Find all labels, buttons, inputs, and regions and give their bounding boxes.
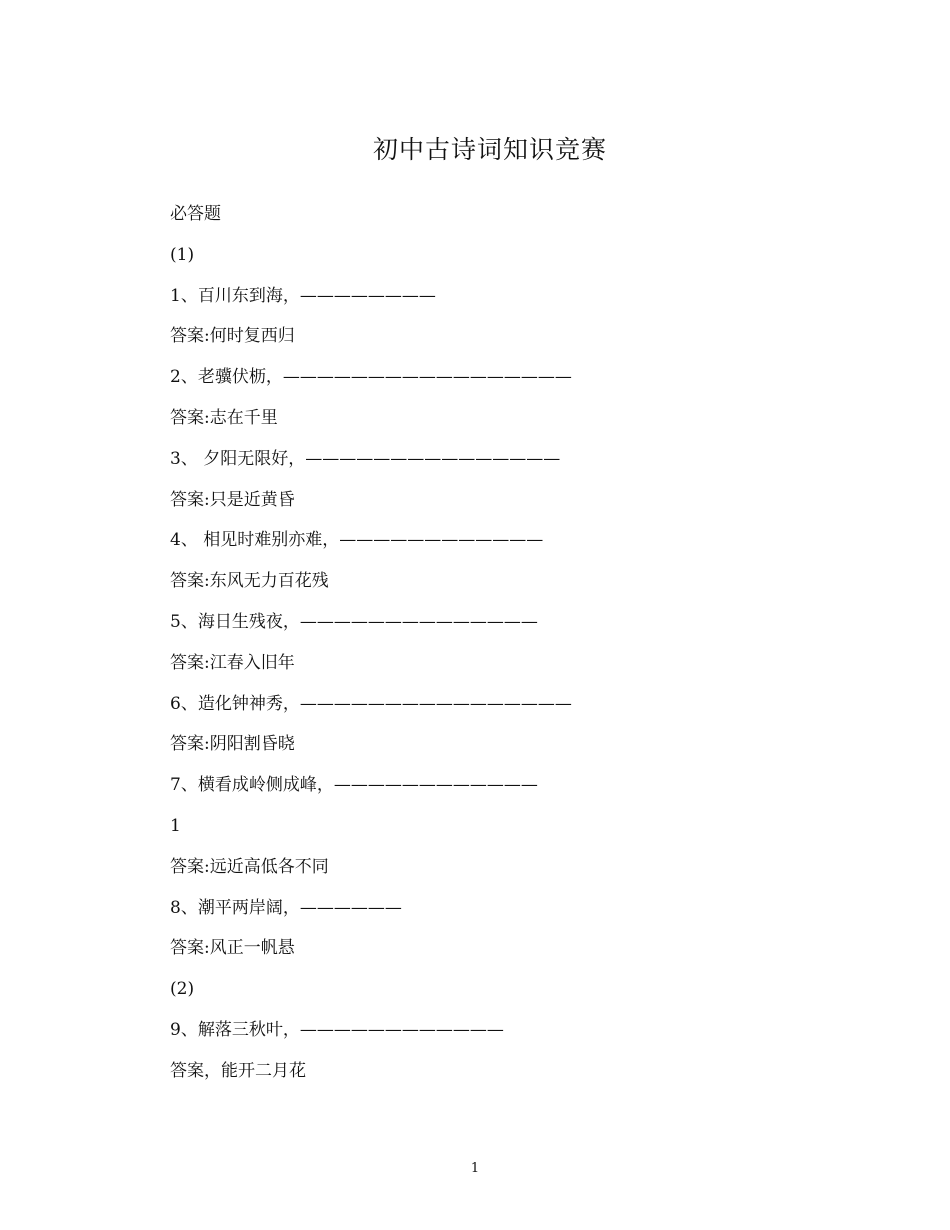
answer-1: 答案:何时复西归 bbox=[170, 326, 295, 347]
question-1: 1、百川东到海，———————— bbox=[170, 285, 436, 306]
question-8: 8、潮平两岸阔，—————— bbox=[170, 897, 402, 918]
question-9: 9、解落三秋叶，———————————— bbox=[170, 1019, 504, 1040]
answer-7: 答案:远近高低各不同 bbox=[170, 856, 329, 877]
answer-9: 答案，能开二月花 bbox=[170, 1060, 306, 1081]
stray-number: 1 bbox=[170, 815, 181, 836]
question-3: 3、 夕阳无限好，——————————————— bbox=[170, 448, 561, 469]
document-body bbox=[170, 199, 870, 1097]
page-number: 1 bbox=[470, 1161, 480, 1176]
subsection-label: (1) bbox=[170, 244, 195, 265]
document-title: 初中古诗词知识竞赛 bbox=[372, 135, 607, 164]
question-5: 5、海日生残夜，—————————————— bbox=[170, 611, 538, 632]
subsection-label: (2) bbox=[170, 979, 195, 1000]
answer-4: 答案:东风无力百花残 bbox=[170, 571, 329, 592]
question-6: 6、造化钟神秀，———————————————— bbox=[170, 693, 572, 714]
answer-8: 答案:风正一帆悬 bbox=[170, 938, 295, 959]
answer-5: 答案:江春入旧年 bbox=[170, 652, 295, 673]
answer-2: 答案:志在千里 bbox=[170, 407, 278, 428]
question-4: 4、 相见时难别亦难，———————————— bbox=[170, 530, 544, 551]
answer-3: 答案:只是近黄昏 bbox=[170, 489, 295, 510]
question-2: 2、老骥伏枥，————————————————— bbox=[170, 367, 572, 388]
question-7: 7、横看成岭侧成峰，———————————— bbox=[170, 775, 538, 796]
section-heading: 必答题 bbox=[170, 204, 221, 224]
answer-6: 答案:阴阳割昏晓 bbox=[170, 734, 295, 755]
